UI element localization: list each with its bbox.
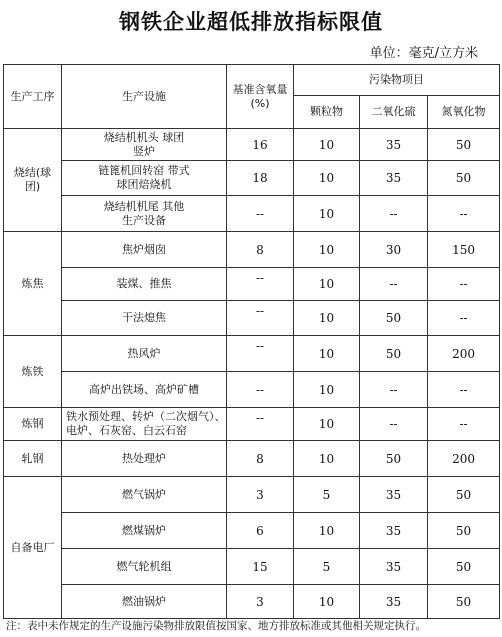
- pm-cell: 10: [294, 161, 360, 196]
- facility-cell: 铁水预处理、转炉（二次烟气）、电炉、石灰窑、白云石窑: [62, 408, 227, 441]
- process-cell-power: 自备电厂: [4, 477, 62, 619]
- table-row: [4, 196, 500, 232]
- oxygen-cell: 16: [227, 129, 294, 161]
- oxygen-cell: --: [227, 268, 294, 301]
- pm-cell: 10: [294, 441, 360, 477]
- facility-cell: 燃煤锅炉: [62, 513, 227, 549]
- nox-cell: --: [428, 408, 500, 441]
- oxygen-cell: --: [227, 196, 294, 232]
- nox-cell: 50: [428, 129, 500, 161]
- pm-cell: 10: [294, 408, 360, 441]
- so2-cell: 30: [360, 232, 428, 268]
- process-cell-steel: 炼钢: [4, 408, 62, 441]
- header-nox: 氮氧化物: [428, 96, 500, 129]
- oxygen-cell: 18: [227, 161, 294, 196]
- oxygen-cell: 3: [227, 585, 294, 619]
- process-cell-iron: 炼铁: [4, 336, 62, 408]
- header-process: 生产工序: [4, 65, 62, 129]
- oxygen-cell: --: [227, 301, 294, 336]
- table-row: [4, 549, 500, 585]
- pm-cell: 5: [294, 549, 360, 585]
- facility-cell: 烧结机机尾 其他生产设备: [62, 196, 227, 232]
- nox-cell: --: [428, 196, 500, 232]
- so2-cell: 35: [360, 585, 428, 619]
- document-title: 钢铁企业超低排放指标限值: [119, 9, 383, 34]
- facility-cell: 装煤、推焦: [62, 268, 227, 301]
- oxygen-cell: 3: [227, 477, 294, 513]
- table-row: [4, 232, 500, 268]
- table-row: [4, 477, 500, 513]
- pm-cell: 5: [294, 477, 360, 513]
- oxygen-cell: 15: [227, 549, 294, 585]
- so2-cell: --: [360, 196, 428, 232]
- facility-cell: 高炉出铁场、高炉矿槽: [62, 372, 227, 408]
- process-cell-sinter: 烧结(球团): [4, 129, 62, 232]
- process-cell-rolling: 轧钢: [4, 441, 62, 477]
- table-row: [4, 336, 500, 372]
- footnote: 注：表中未作规定的生产设施污染物排放限值按国家、地方排放标准或其他相关规定执行。: [6, 620, 426, 632]
- table-row: [4, 301, 500, 336]
- pm-cell: 10: [294, 372, 360, 408]
- facility-cell: 燃油锅炉: [62, 585, 227, 619]
- facility-cell: 焦炉烟囱: [62, 232, 227, 268]
- table-row: [4, 585, 500, 619]
- header-so2: 二氧化硫: [360, 96, 428, 129]
- nox-cell: --: [428, 268, 500, 301]
- so2-cell: 50: [360, 336, 428, 372]
- header-facility: 生产设施: [62, 65, 227, 129]
- facility-cell: 热风炉: [62, 336, 227, 372]
- so2-cell: --: [360, 372, 428, 408]
- table-row: [4, 161, 500, 196]
- facility-cell: 燃气锅炉: [62, 477, 227, 513]
- pm-cell: 10: [294, 301, 360, 336]
- unit-label: 单位：毫克/立方米: [369, 46, 478, 61]
- facility-cell: 链篦机回转窑 带式球团焙烧机: [62, 161, 227, 196]
- pm-cell: 10: [294, 268, 360, 301]
- so2-cell: --: [360, 408, 428, 441]
- oxygen-cell: --: [227, 336, 294, 372]
- oxygen-cell: --: [227, 372, 294, 408]
- header-oxygen: 基准含氧量(%): [227, 65, 294, 129]
- process-cell-coking: 炼焦: [4, 232, 62, 336]
- nox-cell: 50: [428, 585, 500, 619]
- pm-cell: 10: [294, 129, 360, 161]
- nox-cell: --: [428, 301, 500, 336]
- header-pollutants: 污染物项目: [294, 65, 500, 96]
- table-row: [4, 513, 500, 549]
- nox-cell: --: [428, 372, 500, 408]
- oxygen-cell: --: [227, 408, 294, 441]
- nox-cell: 50: [428, 549, 500, 585]
- so2-cell: --: [360, 268, 428, 301]
- pm-cell: 10: [294, 336, 360, 372]
- pm-cell: 10: [294, 513, 360, 549]
- so2-cell: 35: [360, 129, 428, 161]
- pm-cell: 10: [294, 585, 360, 619]
- nox-cell: 50: [428, 477, 500, 513]
- pm-cell: 10: [294, 196, 360, 232]
- so2-cell: 50: [360, 441, 428, 477]
- so2-cell: 35: [360, 477, 428, 513]
- emission-limits-table: [3, 64, 500, 619]
- nox-cell: 50: [428, 161, 500, 196]
- oxygen-cell: 8: [227, 232, 294, 268]
- so2-cell: 35: [360, 549, 428, 585]
- nox-cell: 200: [428, 336, 500, 372]
- oxygen-cell: 6: [227, 513, 294, 549]
- table-row: [4, 268, 500, 301]
- so2-cell: 35: [360, 161, 428, 196]
- nox-cell: 50: [428, 513, 500, 549]
- table-row: [4, 372, 500, 408]
- nox-cell: 150: [428, 232, 500, 268]
- pm-cell: 10: [294, 232, 360, 268]
- so2-cell: 35: [360, 513, 428, 549]
- facility-cell: 干法熄焦: [62, 301, 227, 336]
- table-row: [4, 129, 500, 161]
- oxygen-cell: 8: [227, 441, 294, 477]
- facility-cell: 热处理炉: [62, 441, 227, 477]
- facility-cell: 烧结机机头 球团竖炉: [62, 129, 227, 161]
- table-row: [4, 408, 500, 441]
- header-pm: 颗粒物: [294, 96, 360, 129]
- facility-cell: 燃气轮机组: [62, 549, 227, 585]
- table-row: [4, 441, 500, 477]
- nox-cell: 200: [428, 441, 500, 477]
- so2-cell: 50: [360, 301, 428, 336]
